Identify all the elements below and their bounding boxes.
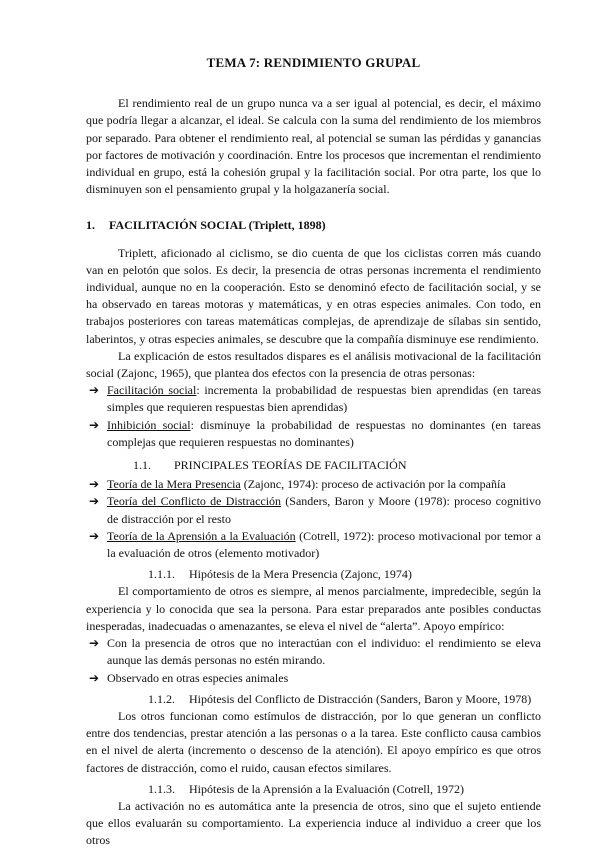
list-item — [86, 528, 541, 562]
term: Facilitación social — [107, 383, 197, 398]
paragraph-zajonc: La explicación de estos resultados dispares es el análisis motivacional de la facilitación social (Zajonc, 1965), que plantea dos efectos con la presencia de otras personas: — [86, 348, 541, 381]
definition: (Sanders, Baron y Moore (1978): proceso cognitivo de distracción por el resto — [107, 494, 542, 526]
list-item — [86, 635, 541, 669]
term: Teoría de la Aprensión a la Evaluación — [107, 528, 296, 543]
effects-list — [86, 382, 541, 451]
list-item — [86, 417, 541, 451]
term: Teoría de la Mera Presencia — [107, 477, 241, 492]
list-item — [86, 382, 541, 416]
paragraph-triplett: Triplett, aficionado al ciclismo, se dio cuenta de que los ciclistas corren más cuando van en pelotón que solos. Es decir, la presencia de otras personas incrementa el rendimiento individual, aunque no en la cooperación. Esto se denominó efecto de facilitación social, y se ha observado en tareas motoras y matemáticas, y en otras especies animales. Con todo, en trabajos posteriores con tareas matemáticas complejas, de aprendizaje de sílabas sin sentido, laberintos, y otras especies animales, se descubre que la compañía disminuye ese rendimiento. — [86, 245, 541, 346]
definition: (Zajonc, 1974): proceso de activación por la compañía — [240, 477, 506, 492]
subsubsection-title: Hipótesis de la Aprensión a la Evaluación (Cotrell, 1972) — [189, 781, 464, 796]
subsection-heading-teorias — [133, 457, 541, 474]
subsubsection-title: Hipótesis de la Mera Presencia (Zajonc, 1974) — [189, 567, 412, 582]
theories-list — [86, 476, 541, 562]
subsection-title: PRINCIPALES TEORÍAS DE FACILITACIÓN — [174, 458, 407, 473]
subsection-number: 1.1. — [133, 458, 151, 473]
arrow-icon: ➔ — [89, 383, 100, 398]
subsubsection-heading-mera-presencia — [148, 566, 541, 583]
subsubsection-heading-conflicto — [148, 691, 541, 708]
bullet-text: Observado en otras especies animales — [107, 670, 289, 685]
section-title: FACILITACIÓN SOCIAL (Triplett, 1898) — [109, 218, 326, 233]
intro-paragraph: El rendimiento real de un grupo nunca va a ser igual al potencial, es decir, el máximo que podría llegar a alcanzar, el ideal. Se calcula con la suma del rendimiento de los miembros por separado. Para obtener el rendimiento real, al potencial se suman las pérdidas y ganancias por factores de motivación y coordinación. Entre los procesos que incrementan el rendimiento individual en grupo, está la cohesión grupal y la facilitación social. Por otra parte, los que lo disminuyen son el pensamiento grupal y la holgazanería social. — [86, 96, 541, 197]
page-title: TEMA 7: RENDIMIENTO GRUPAL — [206, 55, 421, 70]
arrow-icon: ➔ — [89, 670, 100, 685]
subsubsection-number: 1.1.3. — [148, 781, 175, 796]
section-number: 1. — [86, 218, 95, 233]
subsubsection-number: 1.1.1. — [148, 567, 175, 582]
paragraph-mera-presencia: El comportamiento de otros es siempre, al menos parcialmente, impredecible, según la experiencia y lo conocida que sea la persona. Para estar preparados ante posibles conductas inesperadas, inadecuadas o amenazantes, se eleva el nivel de “alerta”. Apoyo empírico: — [86, 584, 541, 633]
term: Inhibición social — [107, 417, 191, 432]
list-item — [86, 670, 541, 687]
arrow-icon: ➔ — [89, 528, 100, 543]
section-heading-facilitacion — [86, 217, 541, 234]
bullet-text: Con la presencia de otros que no interactúan con el individuo: el rendimiento se eleva aunque las demás personas no estén mirando. — [107, 636, 541, 668]
document-page — [86, 54, 541, 850]
arrow-icon: ➔ — [89, 494, 100, 509]
definition: (Cotrell, 1972): proceso motivacional por temor a la evaluación de otros (elemento motivador) — [107, 528, 541, 561]
paragraph-aprension: La activación no es automática ante la presencia de otros, sino que el sujeto entiende que ellos evaluarán su comportamiento. La experiencia induce al individuo a creer que los otros — [86, 798, 541, 848]
subsubsection-title: Hipótesis del Conflicto de Distracción (Sanders, Baron y Moore, 1978) — [189, 691, 532, 706]
list-item — [86, 493, 541, 527]
list-item — [86, 476, 541, 493]
subsubsection-number: 1.1.2. — [148, 691, 175, 706]
subsubsection-heading-aprension — [148, 781, 541, 798]
paragraph-conflicto: Los otros funcionan como estímulos de distracción, por lo que generan un conflicto entre dos tendencias, prestar atención a las personas o a la tarea. Este conflicto causa cambios en el nivel de alerta (incremento o descenso de la atención). El apoyo empírico es que otros factores de distracción, como el ruido, causan efectos similares. — [86, 708, 541, 775]
evidence-list — [86, 635, 541, 687]
definition: : disminuye la probabilidad de respuestas no dominantes (en tareas complejas que requieren respuestas no dominantes) — [107, 417, 541, 449]
definition: : incrementa la probabilidad de respuestas bien aprendidas (en tareas simples que requieren respuestas bien aprendidas) — [107, 383, 542, 415]
term: Teoría del Conflicto de Distracción — [107, 494, 282, 509]
arrow-icon: ➔ — [89, 417, 100, 432]
arrow-icon: ➔ — [89, 636, 100, 651]
arrow-icon: ➔ — [89, 477, 100, 492]
